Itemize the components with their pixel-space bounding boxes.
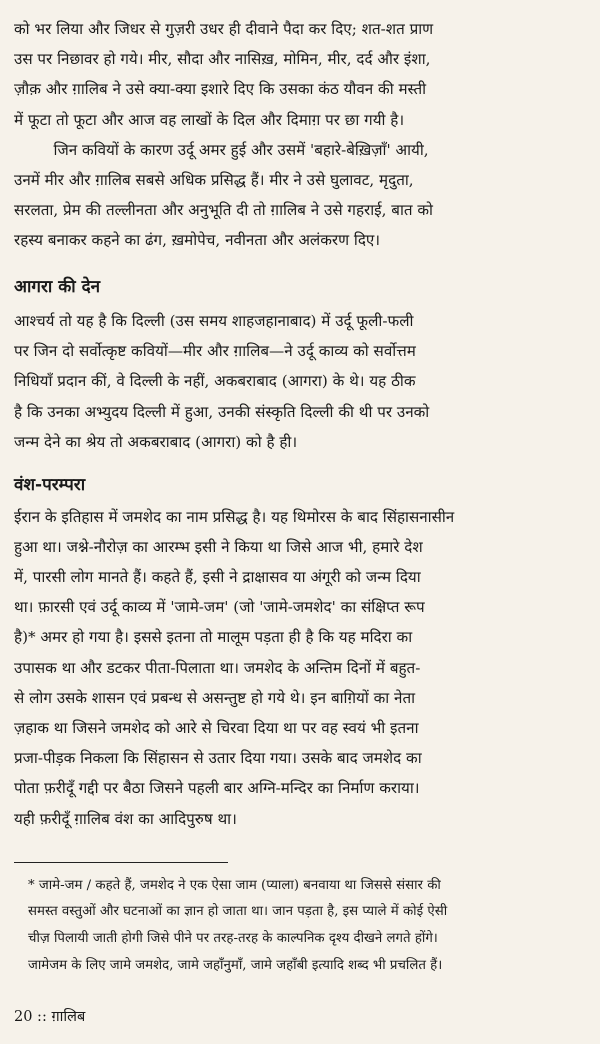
- text-line: सरलता, प्रेम की तल्लीनता और अनुभूति दी तो ग़ालिब ने उसे गहराई, बात को: [14, 201, 433, 220]
- text-line: से लोग उसके शासन एवं प्रबन्ध से असन्तुष्ट हो गये थे। इन बाग़ियों का नेता: [14, 688, 416, 707]
- text-line: निधियाँ प्रदान कीं, वे दिल्ली के नहीं, अकबराबाद (आगरा) के थे। यह ठीक: [14, 372, 416, 391]
- text-line: है)* अमर हो गया है। इससे इतना तो मालूम पड़ता ही है कि यह मदिरा का: [14, 628, 413, 647]
- text-line: [14, 135, 590, 165]
- text-line: को भर लिया और जिधर से गुज़री उधर ही दीवाने पैदा कर दिए; शत-शत प्राण: [14, 20, 434, 38]
- text-line: यही फ़रीदूँ ग़ालिब वंश का आदिपुरुष था।: [14, 809, 237, 828]
- text-line: ज़ौक़ और ग़ालिब ने उसे क्या-क्या इशारे दिए कि उसका कंठ यौवन की मस्ती: [14, 80, 427, 99]
- footnote-line: जामेजम के लिए जामे जमशेद, जामे जहाँनुमाँ, जामे जहाँबी इत्यादि शब्द भी प्रचलित हैं।: [28, 957, 443, 973]
- text-line: में, पारसी लोग मानते हैं। कहते हैं, इसी ने द्राक्षासव या अंगूरी को जन्म दिया: [14, 568, 421, 587]
- text-line: उनमें मीर और ग़ालिब सबसे अधिक प्रसिद्ध हैं। मीर ने उसे घुलावट, मृदुता,: [14, 171, 414, 190]
- text-line: आश्चर्य तो यह है कि दिल्ली (उस समय शाहजहानाबाद) में उर्दू फूली-फली: [14, 311, 414, 330]
- text-line: में फूटा तो फूटा और आज वह लाखों के दिल और दिमाग़ पर छा गयी है।: [14, 110, 405, 129]
- text-line: पर जिन दो सर्वोत्कृष्ट कवियों—मीर और ग़ालिब—ने उर्दू काव्य को सर्वोत्तम: [14, 342, 416, 361]
- text-line: है कि उनका अभ्युदय दिल्ली में हुआ, उनकी संस्कृति दिल्ली की थी पर उनको: [14, 402, 430, 421]
- text-line: उस पर निछावर हो गये। मीर, सौदा और नासिख़, मोमिन, मीर, दर्द और इंशा,: [14, 50, 431, 69]
- section-heading-agra: आगरा की देन: [14, 276, 101, 297]
- book-page: [14, 14, 590, 979]
- text-line: जन्म देने का श्रेय तो अकबराबाद (आगरा) को है ही।: [14, 433, 298, 452]
- text-line: हुआ था। जश्ने-नौरोज़ का आरम्भ इसी ने किया था जिसे आज भी, हमारे देश: [14, 537, 423, 556]
- text-line: पोता फ़रीदूँ गद्दी पर बैठा जिसने पहली बार अग्नि-मन्दिर का निर्माण कराया।: [14, 779, 420, 798]
- text-line: प्रजा-पीड़क निकला कि सिंहासन से उतार दिया गया। उसके बाद जमशेद का: [14, 749, 422, 768]
- text-line: रहस्य बनाकर कहने का ढंग, ख़मोपेच, नवीनता और अलंकरण दिए।: [14, 231, 381, 250]
- indented-text: जिन कवियों के कारण उर्दू अमर हुई और उसमें 'बहारे-बेख़िज़ाँ' आयी,: [53, 140, 429, 159]
- footnote-line: समस्त वस्तुओं और घटनाओं का ज्ञान हो जाता था। जान पड़ता है, इस प्याले में कोई ऐसी: [28, 904, 448, 920]
- paragraph-4: [14, 502, 590, 834]
- paragraph-1: [14, 14, 590, 135]
- text-line: ईरान के इतिहास में जमशेद का नाम प्रसिद्ध है। यह थिमोरस के बाद सिंहासनासीन: [14, 507, 455, 526]
- text-line: उपासक था और डटकर पीता-पिलाता था। जमशेद के अन्तिम दिनों में बहुत-: [14, 658, 421, 677]
- text-line: ज़हाक था जिसने जमशेद को आरे से चिरवा दिया था पर वह स्वयं भी इतना: [14, 719, 419, 738]
- paragraph-2: [14, 135, 590, 256]
- paragraph-3: [14, 306, 590, 458]
- footnote: [14, 873, 590, 979]
- section-heading-lineage: वंश-परम्परा: [14, 474, 86, 495]
- text-line: था। फ़ारसी एवं उर्दू काव्य में 'जामे-जम' (जो 'जामे-जमशेद' का संक्षिप्त रूप: [14, 598, 425, 617]
- footnote-divider: [14, 862, 228, 863]
- footnote-line: चीज़ पिलायी जाती होगी जिसे पीने पर तरह-तरह के काल्पनिक दृश्य दीखने लगते होंगे।: [28, 931, 438, 947]
- footnote-line: * जामे-जम / कहते हैं, जमशेद ने एक ऐसा जाम (प्याला) बनवाया था जिससे संसार की: [28, 877, 441, 893]
- page-footer: 20 :: ग़ालिब: [14, 1009, 86, 1025]
